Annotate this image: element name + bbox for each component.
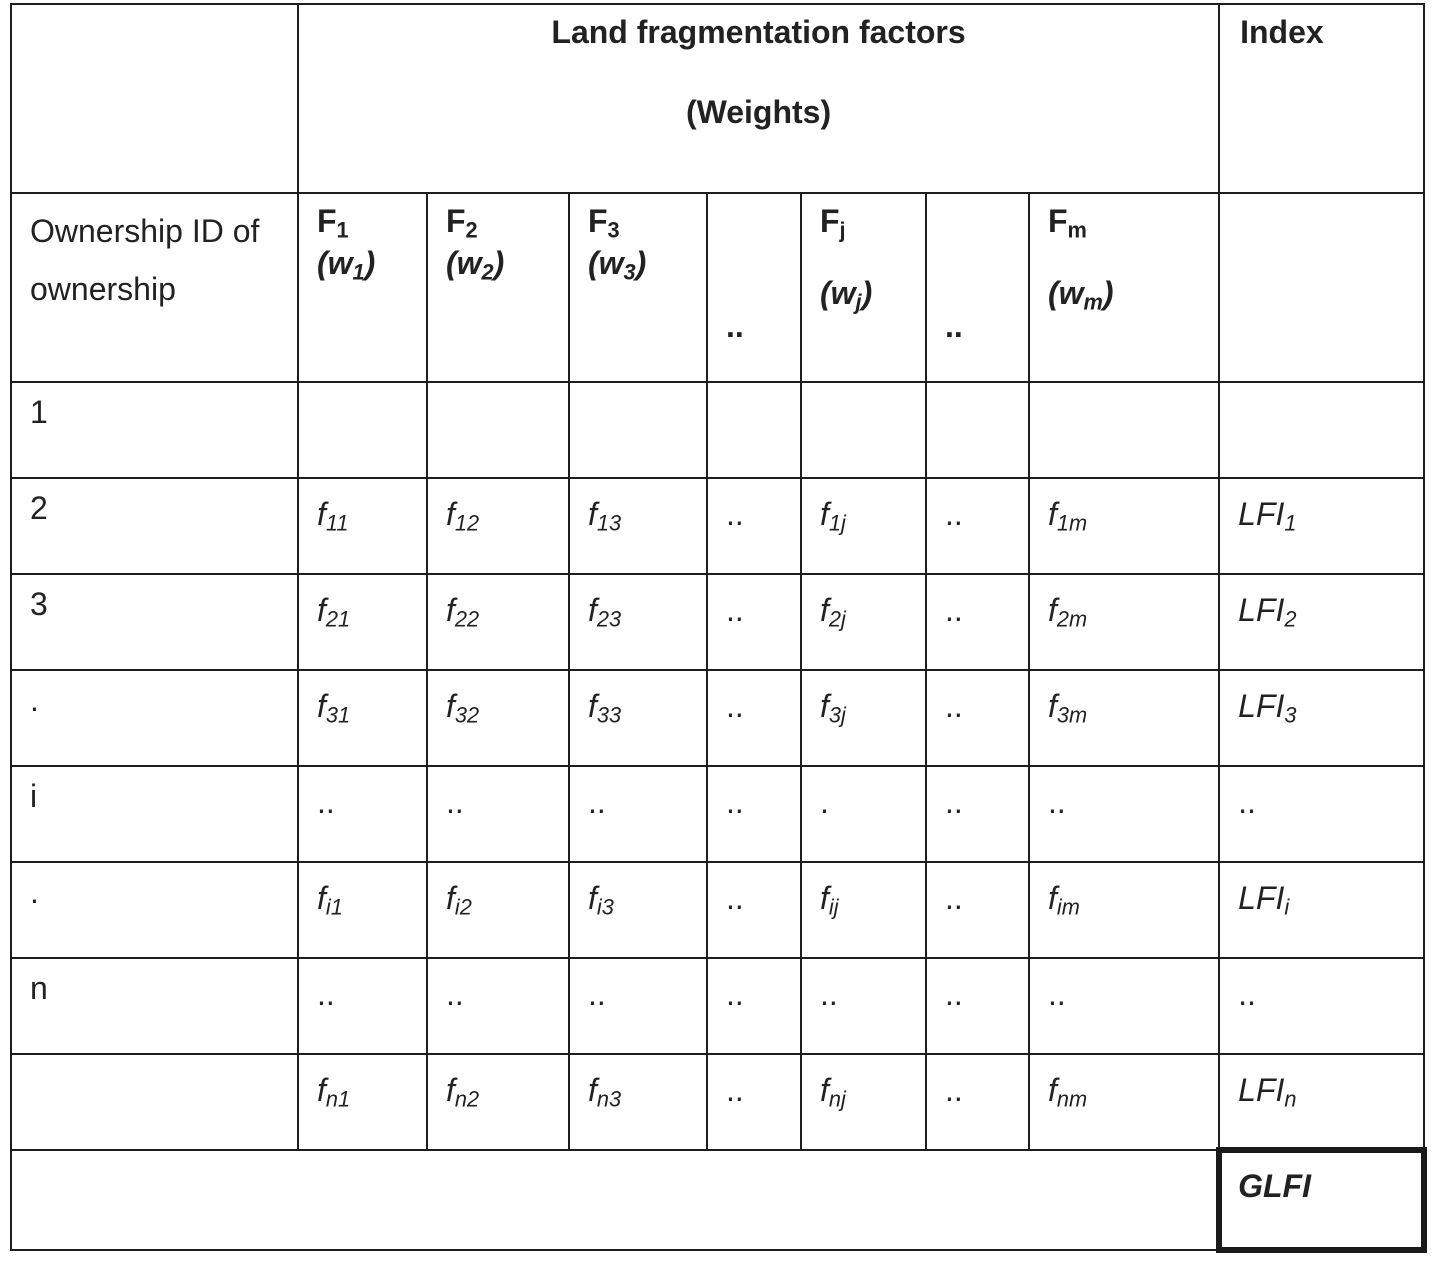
subscript: n2	[454, 1086, 480, 1112]
subscript: 2	[1284, 606, 1297, 632]
table-row	[11, 862, 1424, 958]
factor-value-cell: $f_{i2}$	[427, 862, 569, 958]
global-index-cell: GLFI	[1219, 1150, 1424, 1250]
lfi-index-cell: ..	[1219, 766, 1424, 862]
index-header: Index	[1219, 4, 1424, 193]
factor-value-cell: $f_{23}$	[569, 574, 707, 670]
subscript: n	[1284, 1086, 1297, 1112]
table-row	[11, 670, 1424, 766]
factor-name: $F_3$	[588, 203, 620, 243]
subscript: 3j	[828, 702, 846, 728]
factor-value-cell	[1029, 382, 1219, 478]
factor-name: $F_1$	[317, 203, 349, 243]
factor-ellipsis-header	[926, 193, 1029, 382]
factor-subscript: m	[1067, 217, 1087, 243]
factor-value-cell	[298, 382, 427, 478]
factor-value-cell: ..	[707, 1054, 801, 1150]
factor-value-cell: $f_{2j}$	[801, 574, 926, 670]
factor-subscript: j	[839, 217, 846, 243]
subscript: 2m	[1056, 606, 1088, 632]
subscript: i2	[454, 894, 472, 920]
factor-header-m	[1029, 193, 1219, 382]
factor-value-cell: ..	[1029, 958, 1219, 1054]
factor-value-cell: $f_{n1}$	[298, 1054, 427, 1150]
subscript: 11	[325, 510, 349, 536]
factor-value-cell: ..	[427, 958, 569, 1054]
table-row	[11, 958, 1424, 1054]
factor-header-3	[569, 193, 707, 382]
ellipsis-text: ..	[945, 307, 963, 344]
factors-title: Land fragmentation factors	[551, 14, 966, 50]
table-row	[11, 478, 1424, 574]
footer-empty-cell	[11, 1150, 1219, 1250]
subscript: 2j	[828, 606, 846, 632]
factor-value-cell: $f_{3m}$	[1029, 670, 1219, 766]
subscript: i	[1284, 894, 1290, 920]
factor-header-1	[298, 193, 427, 382]
factor-value-cell: $f_{21}$	[298, 574, 427, 670]
lfi-index-cell: $LFI_n$	[1219, 1054, 1424, 1150]
subscript: nm	[1056, 1086, 1088, 1112]
subscript: 1j	[828, 510, 846, 536]
factor-value-cell: $f_{32}$	[427, 670, 569, 766]
index-subheader-empty	[1219, 193, 1424, 382]
empty-corner-cell	[11, 4, 298, 193]
factor-subscript: 1	[336, 217, 349, 243]
factor-header-j	[801, 193, 926, 382]
land-fragmentation-table	[10, 3, 1427, 1253]
subscript: ij	[828, 894, 839, 920]
factor-value-cell: $f_{1j}$	[801, 478, 926, 574]
table-row	[11, 1054, 1424, 1150]
factor-value-cell: $f_{n3}$	[569, 1054, 707, 1150]
factor-value-cell: $f_{31}$	[298, 670, 427, 766]
factor-value-cell: ..	[707, 574, 801, 670]
factor-value-cell: $f_{n2}$	[427, 1054, 569, 1150]
factor-header-2	[427, 193, 569, 382]
factor-value-cell: $f_{nj}$	[801, 1054, 926, 1150]
factor-value-cell: $f_{33}$	[569, 670, 707, 766]
factor-value-cell: ..	[801, 958, 926, 1054]
factor-value-cell: $f_{nm}$	[1029, 1054, 1219, 1150]
factor-value-cell: ..	[926, 766, 1029, 862]
ownership-id-cell: .	[11, 862, 298, 958]
ownership-id-cell	[11, 1054, 298, 1150]
table-row	[11, 382, 1424, 478]
subscript: 1	[1284, 510, 1297, 536]
subscript: 3m	[1056, 702, 1088, 728]
factor-value-cell: ..	[298, 766, 427, 862]
factor-value-cell: $f_{11}$	[298, 478, 427, 574]
table-row	[11, 766, 1424, 862]
factor-value-cell: $f_{2m}$	[1029, 574, 1219, 670]
lfi-index-cell: $LFI_3$	[1219, 670, 1424, 766]
lfi-index-cell: $LFI_i$	[1219, 862, 1424, 958]
factor-name: $F_j$	[820, 203, 846, 243]
factors-header-cell	[298, 4, 1219, 193]
factor-value-cell: $f_{im}$	[1029, 862, 1219, 958]
factor-value-cell: $f_{1m}$	[1029, 478, 1219, 574]
factor-value-cell: ..	[569, 766, 707, 862]
header-row	[11, 4, 1424, 193]
weight-subscript: 3	[623, 259, 636, 285]
factor-value-cell: $f_{13}$	[569, 478, 707, 574]
factor-weight: $(w_3)$	[588, 245, 647, 285]
factor-weight: $(w_j)$	[820, 275, 873, 315]
factor-name: $F_m$	[1048, 203, 1087, 243]
factor-value-cell: $f_{i3}$	[569, 862, 707, 958]
factor-value-cell: $f_{i1}$	[298, 862, 427, 958]
factor-name: $F_2$	[446, 203, 478, 243]
subscript: n3	[596, 1086, 622, 1112]
factors-subtitle: (Weights)	[685, 94, 832, 131]
weight-subscript: m	[1083, 289, 1103, 315]
ellipsis-text: ..	[726, 307, 744, 344]
ownership-id-label: Ownership ID of ownership	[11, 193, 298, 382]
factor-ellipsis-header	[707, 193, 801, 382]
factor-value-cell: ..	[707, 670, 801, 766]
factor-value-cell	[569, 382, 707, 478]
factor-value-cell	[427, 382, 569, 478]
footer-row	[11, 1150, 1424, 1250]
factor-value-cell: ..	[926, 958, 1029, 1054]
factor-value-cell: ..	[926, 862, 1029, 958]
ownership-id-cell: 3	[11, 574, 298, 670]
subscript: i3	[596, 894, 614, 920]
weight-subscript: j	[855, 289, 862, 315]
lfi-index-cell: ..	[1219, 958, 1424, 1054]
factor-value-cell	[926, 382, 1029, 478]
factor-value-cell: ..	[1029, 766, 1219, 862]
factor-weight: $(w_1)$	[317, 245, 376, 285]
factor-value-cell	[707, 382, 801, 478]
factor-weight: $(w_2)$	[446, 245, 505, 285]
factor-value-cell: $f_{ij}$	[801, 862, 926, 958]
lfi-index-cell: $LFI_1$	[1219, 478, 1424, 574]
factor-value-cell: ..	[707, 478, 801, 574]
factor-value-cell: ..	[926, 670, 1029, 766]
factor-value-cell: ..	[926, 574, 1029, 670]
lfi-index-cell: $LFI_2$	[1219, 574, 1424, 670]
factor-value-cell: ..	[707, 862, 801, 958]
subscript: nj	[828, 1086, 846, 1112]
subscript: 1m	[1056, 510, 1088, 536]
subscript: 33	[596, 702, 622, 728]
factor-value-cell	[801, 382, 926, 478]
weight-subscript: 1	[352, 259, 365, 285]
factor-subscript: 2	[465, 217, 478, 243]
factor-value-cell: ..	[427, 766, 569, 862]
factor-value-cell: ..	[569, 958, 707, 1054]
subscript: 32	[454, 702, 480, 728]
table-row	[11, 574, 1424, 670]
ownership-id-cell: n	[11, 958, 298, 1054]
lfi-index-cell	[1219, 382, 1424, 478]
subscript: 23	[596, 606, 622, 632]
factor-subscript: 3	[607, 217, 620, 243]
subscript: 31	[325, 702, 351, 728]
subscript: i1	[325, 894, 343, 920]
factor-value-cell: $f_{3j}$	[801, 670, 926, 766]
ownership-id-cell: i	[11, 766, 298, 862]
factor-value-cell: ..	[298, 958, 427, 1054]
factor-value-cell: ..	[707, 958, 801, 1054]
subscript: im	[1056, 894, 1080, 920]
factor-value-cell: ..	[926, 1054, 1029, 1150]
factor-value-cell: $f_{12}$	[427, 478, 569, 574]
subscript: 3	[1284, 702, 1297, 728]
factor-value-cell: ..	[707, 766, 801, 862]
factor-weight: $(w_m)$	[1048, 275, 1114, 315]
ownership-id-cell: 1	[11, 382, 298, 478]
subheader-row	[11, 193, 1424, 382]
factor-value-cell: .	[801, 766, 926, 862]
factor-value-cell: $f_{22}$	[427, 574, 569, 670]
subscript: 21	[325, 606, 351, 632]
factor-value-cell: ..	[926, 478, 1029, 574]
subscript: n1	[325, 1086, 351, 1112]
subscript: 12	[454, 510, 480, 536]
ownership-id-cell: .	[11, 670, 298, 766]
subscript: 22	[454, 606, 480, 632]
ownership-id-cell: 2	[11, 478, 298, 574]
subscript: 13	[596, 510, 622, 536]
weight-subscript: 2	[481, 259, 494, 285]
